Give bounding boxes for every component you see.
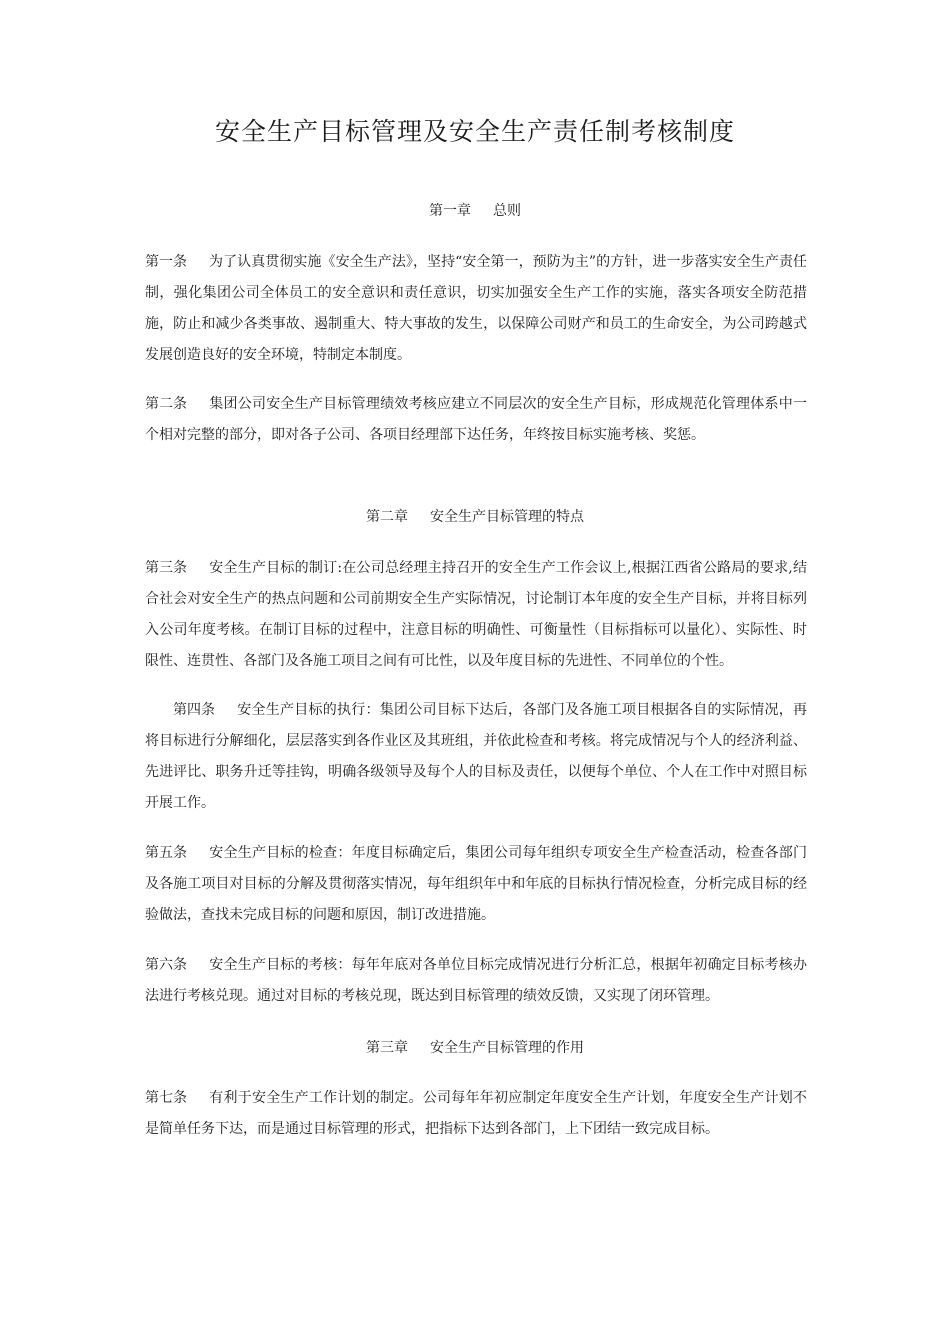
article-4 (145, 695, 807, 819)
article-5 (145, 838, 807, 931)
article-number: 第二条 (145, 396, 187, 412)
article-text: 安全生产目标的检查：年度目标确定后，集团公司每年组织专项安全生产检查活动，检查各部门及各施工项目对目标的分解及贯彻落实情况，每年组织年中和年底的目标执行情况检查，分析完成目标的经验做法，查找未完成目标的问题和原因，制订改进措施。 (145, 845, 807, 923)
chapter-heading-1 (0, 199, 950, 223)
chapter-title: 安全生产目标管理的作用 (430, 1040, 584, 1056)
chapter-title: 安全生产目标管理的特点 (430, 509, 584, 525)
article-text: 有利于安全生产工作计划的制定。公司每年年初应制定年度安全生产计划，年度安全生产计划不是简单任务下达，而是通过目标管理的形式，把指标下达到各部门，上下团结一致完成目标。 (145, 1090, 807, 1137)
article-number: 第七条 (145, 1090, 187, 1106)
chapter-number: 第一章 (429, 203, 471, 219)
article-number: 第六条 (145, 957, 187, 973)
chapter-number: 第二章 (366, 509, 408, 525)
article-text: 为了认真贯彻实施《安全生产法》，坚持“安全第一，预防为主”的方针，进一步落实安全生产责任制，强化集团公司全体员工的安全意识和责任意识，切实加强安全生产工作的实施，落实各项安全防范措施，防止和减少各类事故、遏制重大、特大事故的发生，以保障公司财产和员工的生命安全，为公司跨越式发展创造良好的安全环境，特制定本制度。 (145, 254, 807, 363)
article-text: 安全生产目标的制订:在公司总经理主持召开的安全生产工作会议上,根据江西省公路局的要求,结合社会对安全生产的热点问题和公司前期安全生产实际情况，讨论制订本年度的安全生产目标，并将目标列入公司年度考核。在制订目标的过程中，注意目标的明确性、可衡量性（目标指标可以量化）、实际性、时限性、连贯性、各部门及各施工项目之间有可比性，以及年度目标的先进性、不同单位的个性。 (145, 560, 807, 669)
article-6 (145, 950, 807, 1012)
article-7 (145, 1083, 807, 1145)
chapter-heading-2 (0, 505, 950, 529)
article-number: 第五条 (145, 845, 187, 861)
chapter-number: 第三章 (366, 1040, 408, 1056)
article-text: 安全生产目标的执行：集团公司目标下达后，各部门及各施工项目根据各自的实际情况，再将目标进行分解细化，层层落实到各作业区及其班组，并依此检查和考核。将完成情况与个人的经济利益、先进评比、职务升迁等挂钩，明确各级领导及每个人的目标及责任，以便每个单位、个人在工作中对照目标开展工作。 (145, 702, 807, 811)
article-text: 集团公司安全生产目标管理绩效考核应建立不同层次的安全生产目标，形成规范化管理体系中一个相对完整的部分，即对各子公司、各项目经理部下达任务，年终按目标实施考核、奖惩。 (145, 396, 807, 443)
article-number: 第三条 (145, 560, 187, 576)
article-number: 第一条 (145, 254, 187, 270)
article-1 (145, 247, 807, 371)
chapter-title: 总则 (493, 203, 521, 219)
article-3 (145, 553, 807, 677)
article-text: 安全生产目标的考核：每年年底对各单位目标完成情况进行分析汇总，根据年初确定目标考核办法进行考核兑现。通过对目标的考核兑现，既达到目标管理的绩效反馈，又实现了闭环管理。 (145, 957, 807, 1004)
document-title: 安全生产目标管理及安全生产责任制考核制度 (214, 117, 735, 146)
chapter-heading-3 (0, 1036, 950, 1060)
article-number: 第四条 (173, 702, 215, 718)
article-2 (145, 389, 807, 451)
